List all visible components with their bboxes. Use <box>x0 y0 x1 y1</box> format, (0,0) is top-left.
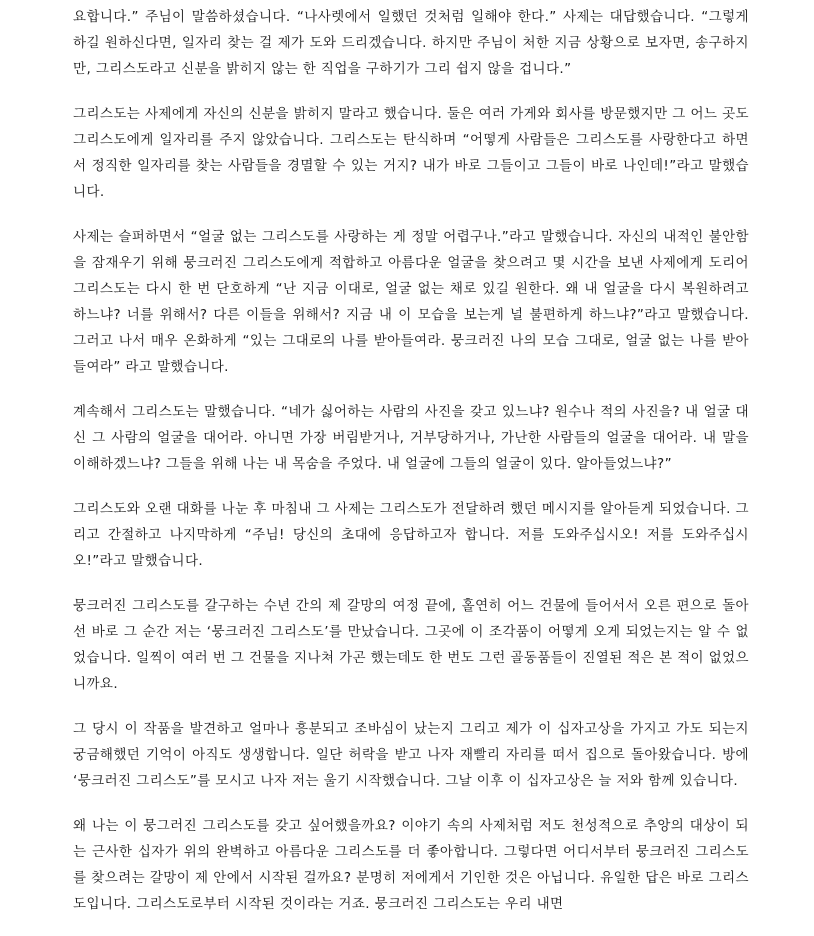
document-page <box>73 4 749 936</box>
paragraph: 그 당시 이 작품을 발견하고 얼마나 흥분되고 조바심이 났는지 그리고 제가 이 십자고상을 가지고 가도 되는지 궁금해했던 기억이 아직도 생생합니다. 일단 허락을 받고 나자 재빨리 자리를 떠서 집으로 돌아왔습니다. 방에 ‘뭉크러진 그리스도”를 모시고 나자 저는 울기 시작했습니다. 그날 이후 이 십자고상은 늘 저와 함께 있습니다. <box>73 721 749 789</box>
paragraph: 계속해서 그리스도는 말했습니다. “네가 싫어하는 사람의 사진을 갖고 있느냐? 원수나 적의 사진을? 내 얼굴 대신 그 사람의 얼굴을 대어라. 아니면 가장 버림받거나, 거부당하거나, 가난한 사람들의 얼굴을 대어라. 내 말을 이해하겠느냐? 그들을 위해 나는 내 목숨을 주었다. 내 얼굴에 그들의 얼굴이 있다. 알아들었느냐?” <box>73 404 749 472</box>
paragraph: 요합니다.” 주님이 말씀하셨습니다. “나사렛에서 일했던 것처럼 일해야 한다.” 사제는 대답했습니다. “그렇게 하길 원하신다면, 일자리 찾는 걸 제가 도와 드리겠습니다. 하지만 주님이 처한 지금 상황으로 보자면, 송구하지만, 그리스도라고 신분을 밝히지 않는 한 직업을 구하기가 그리 쉽지 않을 겁니다.” <box>73 9 749 77</box>
paragraph: 사제는 슬퍼하면서 “얼굴 없는 그리스도를 사랑하는 게 정말 어렵구나.”라고 말했습니다. 자신의 내적인 불안함을 잠재우기 위해 뭉크러진 그리스도에게 적합하고 아름다운 얼굴을 찾으려고 몇 시간을 보낸 사제에게 도리어 그리스도는 다시 한 번 단호하게 “난 지금 이대로, 얼굴 없는 채로 있길 원한다. 왜 내 얼굴을 다시 복원하려고 하느냐? 너를 위해서? 다른 이들을 위해서? 지금 내 이 모습을 보는게 널 불편하게 하느냐?”라고 말했습니다. 그러고 나서 매우 온화하게 “있는 그대로의 나를 받아들여라. 뭉크러진 나의 모습 그대로, 얼굴 없는 나를 받아들여라” 라고 말했습니다. <box>73 229 749 375</box>
paragraph: 그리스도와 오랜 대화를 나눈 후 마침내 그 사제는 그리스도가 전달하려 했던 메시지를 알아듣게 되었습니다. 그리고 간절하고 나지막하게 “주님! 당신의 초대에 응답하고자 합니다. 저를 도와주십시오! 저를 도와주십시오!”라고 말했습니다. <box>73 501 749 569</box>
paragraph: 뭉크러진 그리스도를 갈구하는 수년 간의 제 갈망의 여정 끝에, 홀연히 어느 건물에 들어서서 오른 편으로 돌아선 바로 그 순간 저는 ‘뭉크러진 그리스도’를 만났습니다. 그곳에 이 조각품이 어떻게 오게 되었는지는 알 수 없었습니다. 일찍이 여러 번 그 건물을 지나쳐 가곤 했는데도 한 번도 그런 골동품들이 진열된 적은 본 적이 없었으니까요. <box>73 598 749 692</box>
paragraph: 왜 나는 이 뭉그러진 그리스도를 갖고 싶어했을까요? 이야기 속의 사제처럼 저도 천성적으로 추앙의 대상이 되는 근사한 십자가 위의 완벽하고 아름다운 그리스도를 더 좋아합니다. 그렇다면 어디서부터 뭉크러진 그리스도를 찾으려는 갈망이 제 안에서 시작된 걸까요? 분명히 저에게서 기인한 것은 아닙니다. 유일한 답은 바로 그리스도입니다. 그리스도로부터 시작된 것이라는 거죠. 뭉크러진 그리스도는 우리 내면 <box>73 818 749 912</box>
paragraph: 그리스도는 사제에게 자신의 신분을 밝히지 말라고 했습니다. 둘은 여러 가게와 회사를 방문했지만 그 어느 곳도 그리스도에게 일자리를 주지 않았습니다. 그리스도는 탄식하며 “어떻게 사람들은 그리스도를 사랑한다고 하면서 정직한 일자리를 찾는 사람들을 경멸할 수 있는 거지? 내가 바로 그들이고 그들이 바로 나인데!”라고 말했습니다. <box>73 106 749 200</box>
